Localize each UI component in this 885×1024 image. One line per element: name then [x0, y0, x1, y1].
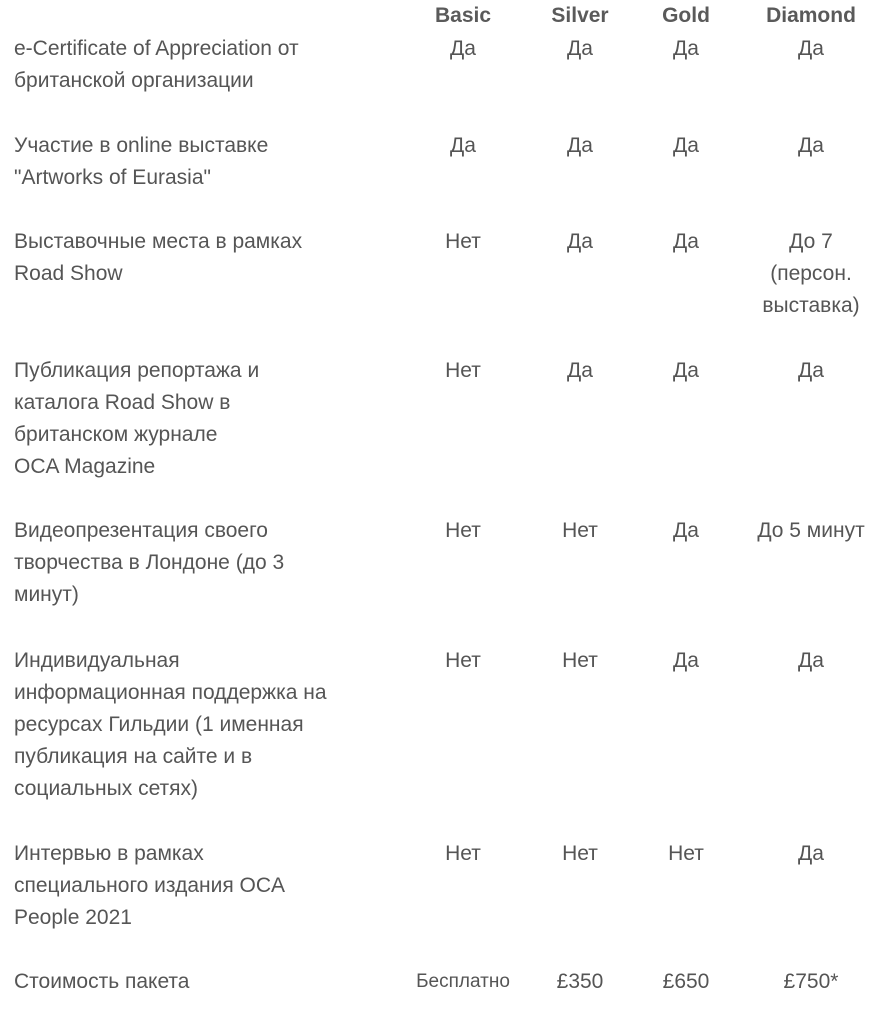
feature-label — [14, 515, 386, 611]
value-line: Да — [567, 230, 593, 253]
value-line: Да — [567, 359, 593, 382]
value-basic — [445, 226, 481, 258]
feature-label-line: Выставочные места в рамках — [14, 230, 303, 253]
value-silver — [567, 355, 593, 387]
column-header-gold: Gold — [662, 4, 710, 27]
feature-label-line: информационная поддержка на — [14, 681, 327, 704]
feature-label-line: Участие в online выставке — [14, 134, 269, 157]
value-gold — [673, 645, 699, 677]
value-line: До 7 — [789, 230, 833, 253]
value-silver — [567, 33, 593, 65]
value-gold — [663, 966, 710, 998]
value-gold — [673, 226, 699, 258]
value-gold — [673, 355, 699, 387]
value-diamond — [798, 645, 824, 677]
feature-label — [14, 645, 386, 805]
feature-label-line: Интервью в рамках — [14, 842, 204, 865]
feature-label-line: Стоимость пакета — [14, 970, 190, 993]
value-gold — [673, 130, 699, 162]
feature-label — [14, 33, 386, 97]
value-diamond — [757, 515, 864, 547]
value-basic — [445, 515, 481, 547]
feature-label — [14, 838, 386, 934]
value-line: Нет — [445, 230, 481, 253]
feature-label-line: каталога Road Show в — [14, 391, 231, 414]
feature-label-line: OCA Magazine — [14, 455, 156, 478]
feature-label-line: ресурсах Гильдии (1 именная — [14, 713, 304, 736]
value-line: Да — [673, 37, 699, 60]
feature-label — [14, 355, 386, 483]
value-gold — [673, 33, 699, 65]
feature-label — [14, 226, 386, 290]
value-basic — [445, 355, 481, 387]
column-header-basic: Basic — [434, 4, 492, 27]
value-line: Нет — [562, 842, 598, 865]
value-line: Да — [450, 134, 476, 157]
value-line: Бесплатно — [416, 971, 510, 992]
value-diamond — [798, 355, 824, 387]
feature-label-line: британском журнале — [14, 423, 218, 446]
value-diamond — [798, 130, 824, 162]
value-line: Нет — [445, 359, 481, 382]
value-silver — [567, 130, 593, 162]
value-line: Да — [798, 842, 824, 865]
value-gold — [673, 515, 699, 547]
value-line: Да — [798, 37, 824, 60]
feature-label-line: британской организации — [14, 69, 254, 92]
value-diamond — [798, 838, 824, 870]
value-gold — [668, 838, 704, 870]
value-line: £750* — [783, 970, 839, 993]
value-silver — [562, 645, 598, 677]
feature-label-line: e-Certificate of Appreciation от — [14, 37, 299, 60]
value-line: Да — [673, 359, 699, 382]
value-line: Да — [450, 37, 476, 60]
value-basic — [416, 966, 510, 998]
value-line: Да — [673, 519, 699, 542]
feature-label — [14, 130, 386, 194]
value-line: Нет — [562, 519, 598, 542]
value-line: Нет — [562, 649, 598, 672]
feature-label-line: Публикация репортажа и — [14, 359, 260, 382]
value-line: Нет — [668, 842, 704, 865]
value-line: Да — [567, 37, 593, 60]
value-line: Да — [673, 230, 699, 253]
value-line: Да — [567, 134, 593, 157]
value-line: Да — [673, 134, 699, 157]
table-header — [0, 4, 885, 32]
feature-label-line: публикация на сайте и в — [14, 745, 253, 768]
value-line: выставка) — [762, 294, 860, 317]
value-basic — [450, 130, 476, 162]
value-silver — [557, 966, 604, 998]
column-header-silver: Silver — [551, 4, 609, 27]
feature-label-line: Road Show — [14, 262, 123, 285]
value-line: Нет — [445, 519, 481, 542]
feature-label-line: Видеопрезентация своего — [14, 519, 268, 542]
value-line: £650 — [662, 970, 710, 993]
feature-label-line: People 2021 — [14, 906, 132, 929]
feature-label — [14, 966, 386, 998]
value-basic — [445, 645, 481, 677]
value-line: Да — [798, 134, 824, 157]
value-line: £350 — [556, 970, 604, 993]
value-line: До 5 минут — [757, 519, 865, 542]
feature-label-line: "Artworks of Eurasia" — [14, 166, 211, 189]
feature-label-line: специального издания OCA — [14, 874, 286, 897]
feature-label-line: творчества в Лондоне (до 3 — [14, 551, 285, 574]
feature-label-line: минут) — [14, 583, 79, 606]
value-basic — [445, 838, 481, 870]
value-diamond — [784, 966, 839, 998]
feature-label-line: Индивидуальная — [14, 649, 180, 672]
value-line: Да — [673, 649, 699, 672]
value-basic — [450, 33, 476, 65]
value-line: Да — [798, 359, 824, 382]
feature-label-line: социальных сетях) — [14, 777, 199, 800]
value-silver — [562, 838, 598, 870]
value-line: Нет — [445, 649, 481, 672]
value-diamond — [798, 33, 824, 65]
value-silver — [562, 515, 598, 547]
value-line: (персон. — [770, 262, 852, 285]
value-diamond — [762, 226, 859, 322]
value-line: Нет — [445, 842, 481, 865]
value-silver — [567, 226, 593, 258]
column-header-diamond: Diamond — [766, 4, 856, 27]
value-line: Да — [798, 649, 824, 672]
